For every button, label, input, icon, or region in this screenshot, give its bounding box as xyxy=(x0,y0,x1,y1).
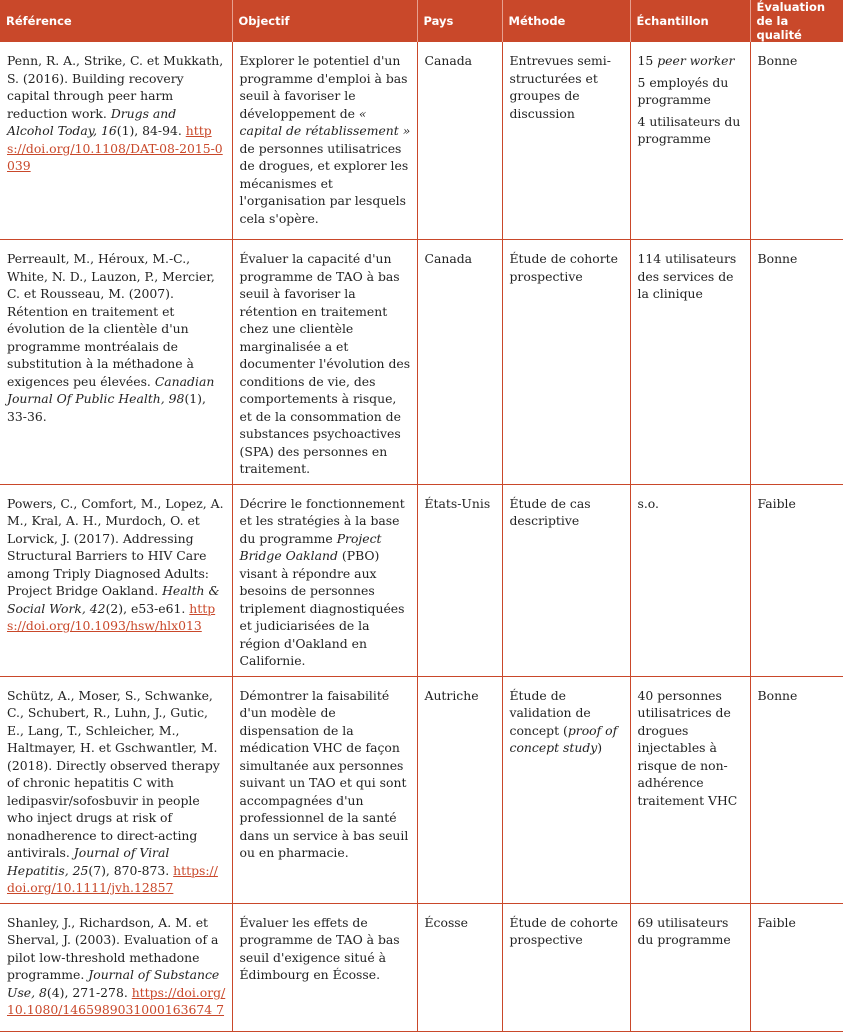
methode-text: Étude de validation de concept ( xyxy=(509,687,591,738)
echantillon-line xyxy=(638,52,744,70)
reference-details: (7), 870-873. xyxy=(88,862,174,878)
methode-italic: proof of concept study xyxy=(509,722,618,755)
cell-reference xyxy=(0,676,232,903)
cell-reference xyxy=(0,42,232,240)
cell-objectif: Démontrer la faisabilité d'un modèle de dispensation de la médication VHC de façon simultanée aux personnes suivant un TAO et qui sont accompagnées d'un professionnel de la santé dans un service à bas seuil ou en pharmacie. xyxy=(232,676,417,903)
cell-objectif xyxy=(232,484,417,676)
reference-authors: Schütz, A., Moser, S., Schwanke, C., Schubert, R., Luhn, J., Gutic, E., Lang, T., Schleicher, M., Haltmayer, H. et Gschwantler, M. (2018). Directly observed therapy of chronic hepatitis C with ledipasvir/sofosbuvir in people who inject drugs at risk of nonadherence to direct-acting antivirals. xyxy=(7,687,220,860)
doi-link[interactable]: https://doi.org/10.1108/DAT-08-2015-0039 xyxy=(7,123,223,173)
cell-evaluation: Bonne xyxy=(750,676,843,903)
echantillon-line: 4 utilisateurs du programme xyxy=(637,113,741,146)
echantillon-italic: peer worker xyxy=(657,53,735,68)
reference-journal: Journal of Substance Use, 8 xyxy=(7,967,220,1000)
cell-methode: Étude de cohorte prospective xyxy=(502,903,630,1031)
reference-details: (4), 271-278. xyxy=(46,984,132,1000)
header-pays: Pays xyxy=(417,0,502,42)
cell-echantillon xyxy=(630,42,750,240)
cell-methode: Étude de cas descriptive xyxy=(502,484,630,676)
objectif-italic: « capital de rétablissement » xyxy=(239,105,411,138)
reference-details: (1), 84-94. xyxy=(116,123,186,138)
reference-authors: Shanley, J., Richardson, A. M. et Sherval, J. (2003). Evaluation of a pilot low-threshold methadone programme. xyxy=(7,914,219,982)
cell-echantillon: 114 utilisateurs des services de la clinique xyxy=(630,240,750,485)
table-row xyxy=(0,676,843,903)
reference-authors: Perreault, M., Héroux, M.-C., White, N. D., Lauzon, P., Mercier, C. et Rousseau, M. (2007). Rétention en traitement et évolution de la clientèle d'un programme montréalais de substitution à la méthadone à exigences peu élevées. xyxy=(7,251,215,389)
table-row xyxy=(0,484,843,676)
cell-reference xyxy=(0,903,232,1031)
cell-pays: Canada xyxy=(417,42,502,240)
cell-evaluation: Faible xyxy=(750,903,843,1031)
cell-objectif: Évaluer les effets de programme de TAO à bas seuil d'exigence situé à Édimbourg en Écosse. xyxy=(232,903,417,1031)
cell-reference xyxy=(0,240,232,485)
cell-methode: Étude de cohorte prospective xyxy=(502,240,630,485)
table-header-row xyxy=(0,0,843,42)
cell-evaluation: Bonne xyxy=(750,42,843,240)
doi-link[interactable]: https://doi.org/10.1093/hsw/hlx013 xyxy=(7,600,216,633)
cell-evaluation: Faible xyxy=(750,484,843,676)
reference-journal: Journal of Viral Hepatitis, 25 xyxy=(7,845,170,878)
cell-methode: Entrevues semi-structurées et groupes de discussion xyxy=(502,42,630,240)
cell-echantillon: 40 personnes utilisatrices de drogues injectables à risque de non-adhérence traitement VHC xyxy=(630,676,750,903)
doi-link[interactable]: https://doi.org/10.1080/1465989031000163674 7 xyxy=(7,984,226,1017)
reference-journal: Canadian Journal Of Public Health, 98 xyxy=(7,373,215,406)
header-echantillon: Échantillon xyxy=(630,0,750,42)
cell-objectif xyxy=(232,42,417,240)
cell-pays: Autriche xyxy=(417,676,502,903)
header-methode: Méthode xyxy=(502,0,630,42)
reference-journal: Drugs and Alcohol Today, 16 xyxy=(7,105,177,138)
objectif-text-end: de personnes utilisatrices de drogues, et explorer les mécanismes et l'organisation par lesquels cela s'opère. xyxy=(239,140,409,226)
table-row xyxy=(0,42,843,240)
cell-echantillon: 69 utilisateurs du programme xyxy=(630,903,750,1031)
cell-pays: Écosse xyxy=(417,903,502,1031)
cell-pays: États-Unis xyxy=(417,484,502,676)
cell-methode xyxy=(502,676,630,903)
cell-reference xyxy=(0,484,232,676)
objectif-text: Explorer le potentiel d'un programme d'emploi à bas seuil à favoriser le développement de xyxy=(239,53,408,121)
objectif-text-end: (PBO) visant à répondre aux besoins de personnes triplement diagnostiquées et judiciarisées de la région d'Oakland en Californie. xyxy=(239,548,405,668)
reference-details: (2), e53-e61. xyxy=(105,600,190,616)
cell-objectif: Évaluer la capacité d'un programme de TAO à bas seuil à favoriser la rétention en traitement chez une clientèle marginalisée a et documenter l'évolution des conditions de vie, des comportements à risque, et de la consommation de substances psychoactives (SPA) des personnes en traitement. xyxy=(232,240,417,485)
doi-link[interactable]: https://doi.org/10.1111/jvh.12857 xyxy=(7,862,218,895)
reference-journal: Health & Social Work, 42 xyxy=(7,583,220,616)
header-reference: Référence xyxy=(0,0,232,42)
reference-details: (1), 33-36. xyxy=(7,391,206,424)
table-row xyxy=(0,240,843,485)
table-row xyxy=(0,903,843,1031)
cell-evaluation: Bonne xyxy=(750,240,843,485)
reference-authors: Penn, R. A., Strike, C. et Mukkath, S. (2016). Building recovery capital through peer harm reduction work. xyxy=(7,53,224,121)
methode-text-end: ) xyxy=(597,740,603,755)
cell-echantillon: s.o. xyxy=(630,484,750,676)
echantillon-line: 5 employés du programme xyxy=(637,74,729,107)
header-objectif: Objectif xyxy=(232,0,417,42)
cell-pays: Canada xyxy=(417,240,502,485)
reference-authors: Powers, C., Comfort, M., Lopez, A. M., Kral, A. H., Murdoch, O. et Lorvick, J. (2017). Addressing Structural Barriers to HIV Care among Triply Diagnosed Adults: Project Bridge Oakland. xyxy=(7,495,224,598)
header-evaluation: Évaluation de la qualité xyxy=(750,0,843,42)
objectif-italic: Project Bridge Oakland xyxy=(239,530,382,563)
echantillon-count: 15 xyxy=(637,53,658,68)
objectif-text: Décrire le fonctionnement et les stratégies à la base du programme xyxy=(239,495,405,546)
